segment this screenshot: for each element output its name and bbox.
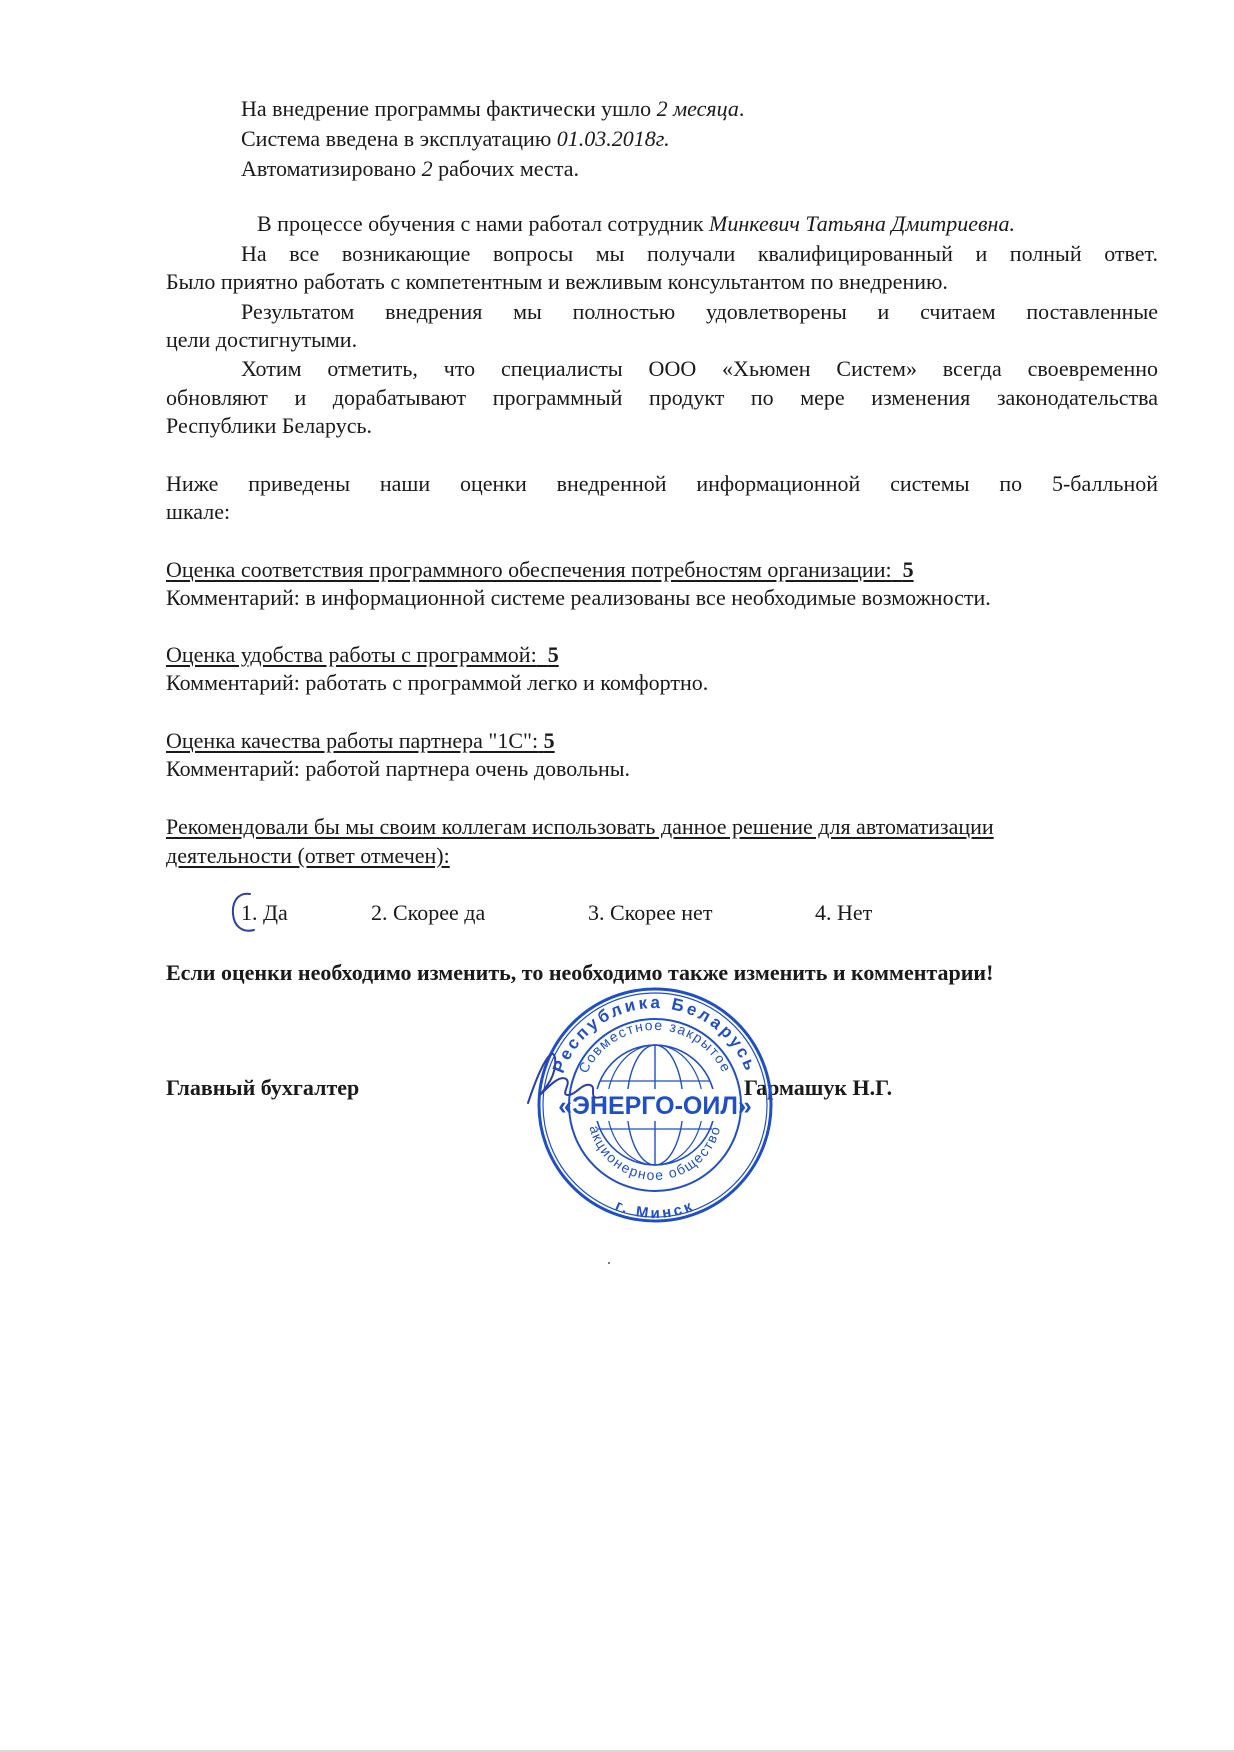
paragraph-questions-line-2: Было приятно работать с компетентным и вежливым консультантом по внедрению.	[166, 269, 948, 294]
paragraph-vendor-line-1: Хотим отметить, что специалисты ООО «Хьюмен Систем» всегда своевременно	[241, 356, 1158, 381]
rating-usability-score: 5	[547, 642, 559, 667]
rating-partner-label: Оценка качества работы партнера "1С": 5	[166, 728, 555, 753]
rating-partner-score: 5	[543, 728, 555, 753]
recommend-question-line-1: Рекомендовали бы мы своим коллегам использовать данное решение для автоматизации	[166, 814, 994, 839]
paragraph-result-line-2: цели достигнутыми.	[166, 327, 358, 352]
paragraph-scale-line-2: шкале:	[166, 499, 231, 524]
stamp-center-text: «ЭНЕРГО-ОИЛ»	[558, 1092, 752, 1120]
workplaces-line: Автоматизировано 2 рабочих места.	[241, 156, 579, 181]
paragraph-result-line-1: Результатом внедрения мы полностью удовлетворены и считаем поставленные	[241, 299, 1158, 324]
recommend-option-yes: 1. Да	[241, 900, 288, 925]
signatory-role: Главный бухгалтер	[166, 1075, 360, 1100]
rating-fit-label: Оценка соответствия программного обеспечения потребностям организации: 5	[166, 557, 914, 582]
selection-circle-mark	[226, 890, 266, 936]
paragraph-vendor-line-2: обновляют и дорабатывают программный продукт по мере изменения законодательства	[166, 385, 1158, 410]
rating-usability-comment: Комментарий: работать с программой легко и комфортно.	[166, 670, 709, 695]
stamp-city-text: г. Минск	[612, 1196, 698, 1223]
scan-speck	[608, 1262, 610, 1264]
stamp-inner-top-text: Совместное закрытое	[574, 1016, 736, 1076]
recommend-option-rather-yes: 2. Скорее да	[371, 900, 486, 925]
go-live-date-line: Система введена в эксплуатацию 01.03.2018г.	[241, 126, 670, 151]
rollout-duration-line: На внедрение программы фактически ушло 2 месяца.	[241, 96, 745, 121]
signatory-name: Гармашук Н.Г.	[744, 1075, 893, 1100]
rating-fit-score: 5	[902, 557, 914, 582]
rating-usability-label: Оценка удобства работы с программой: 5	[166, 642, 559, 667]
paragraph-vendor-line-3: Республики Беларусь.	[166, 413, 373, 438]
paragraph-scale-line-1: Ниже приведены наши оценки внедренной информационной системы по 5-балльной	[166, 471, 1158, 496]
stamp-outer-text: Республика Беларусь	[548, 992, 762, 1076]
rating-partner-comment: Комментарий: работой партнера очень довольны.	[166, 756, 631, 781]
warning-note: Если оценки необходимо изменить, то необходимо также изменить и комментарии!	[166, 960, 994, 985]
recommend-option-rather-no: 3. Скорее нет	[588, 900, 713, 925]
rating-fit-comment: Комментарий: в информационной системе реализованы все необходимые возможности.	[166, 585, 991, 610]
handwritten-signature	[520, 1045, 610, 1115]
recommend-option-no: 4. Нет	[815, 900, 873, 925]
trainer-line: В процессе обучения с нами работал сотрудник Минкевич Татьяна Дмитриевна.	[257, 211, 1015, 236]
paragraph-questions-line-1: На все возникающие вопросы мы получали квалифицированный и полный ответ.	[241, 241, 1158, 266]
stamp-inner-bottom-text: акционерное общество	[586, 1123, 724, 1184]
recommend-question-line-2: деятельности (ответ отмечен):	[166, 843, 450, 868]
